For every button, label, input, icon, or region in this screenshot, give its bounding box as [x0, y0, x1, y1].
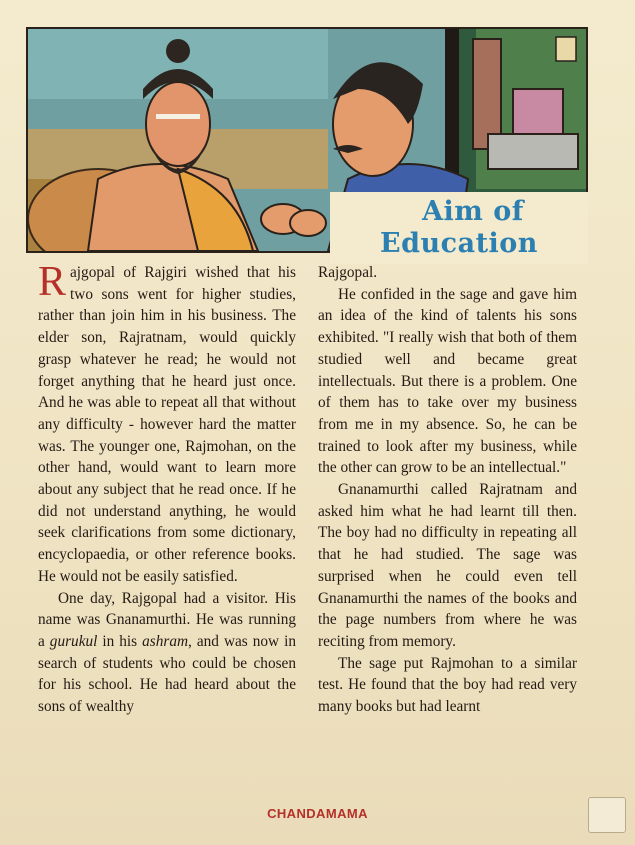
story-title-line1: Aim of [422, 196, 524, 227]
drop-cap: R [38, 259, 67, 305]
paragraph-2-ashram: ashram [142, 632, 189, 650]
watermark-stamp-icon [588, 797, 626, 833]
paragraph-2-gurukul: gurukul [49, 632, 98, 650]
paragraph-1 [38, 259, 296, 588]
magazine-footer: CHANDAMAMA [267, 806, 368, 821]
paragraph-2-part-c: , and was now in search of students who could be chosen for his school. He had heard about the sons of wealthy [38, 632, 296, 716]
paragraph-3: He confided in the sage and gave him an idea of the kind of talents his sons exhibited. "I really wish that both of them studied well and became great intellectuals. But there is a problem. One of them has to take over my business from me in my absence. So, he can be trained to look after my business, while the other can grow to be an intellectual." [318, 285, 577, 477]
paragraph-2-part-b: in his [102, 632, 138, 650]
text-column-left [38, 259, 296, 718]
text-column-right [318, 262, 577, 718]
paragraph-4: Gnanamurthi called Rajratnam and asked him what he had learnt till then. The boy had no difficulty in repeating all that he had studied. The sage was surprised when he could even tell Gnanamurthi the names of the books and the page numbers from where he was reciting from memory. [318, 481, 577, 650]
story-title-line2: Education [380, 228, 538, 259]
paragraph-2-part-a: One day, Rajgopal had a visitor. His name was Gnanamurthi. He was running a [38, 589, 296, 650]
paragraph-1-text: ajgopal of Rajgiri wished that his two sons went for higher studies, rather than join him in his business. The elder son, Rajratnam, would quickly grasp whatever he read; he would not forget anything that he heard just once. And he was able to repeat all that without any difficulty - however hard the matter was. The younger one, Rajmohan, on the other hand, would want to learn more about any subject that he read once. If he did not understand anything, he would seek clarifications from some dictionary, encyclopaedia, or other reference books. He would not be easily satisfied. [38, 264, 296, 585]
paragraph-5: The sage put Rajmohan to a similar test. He found that the boy had read very many books but had learnt [318, 654, 577, 716]
title-block [330, 192, 588, 264]
paragraph-2 [38, 588, 296, 718]
paragraph-2-end: Rajgopal. [318, 264, 378, 281]
